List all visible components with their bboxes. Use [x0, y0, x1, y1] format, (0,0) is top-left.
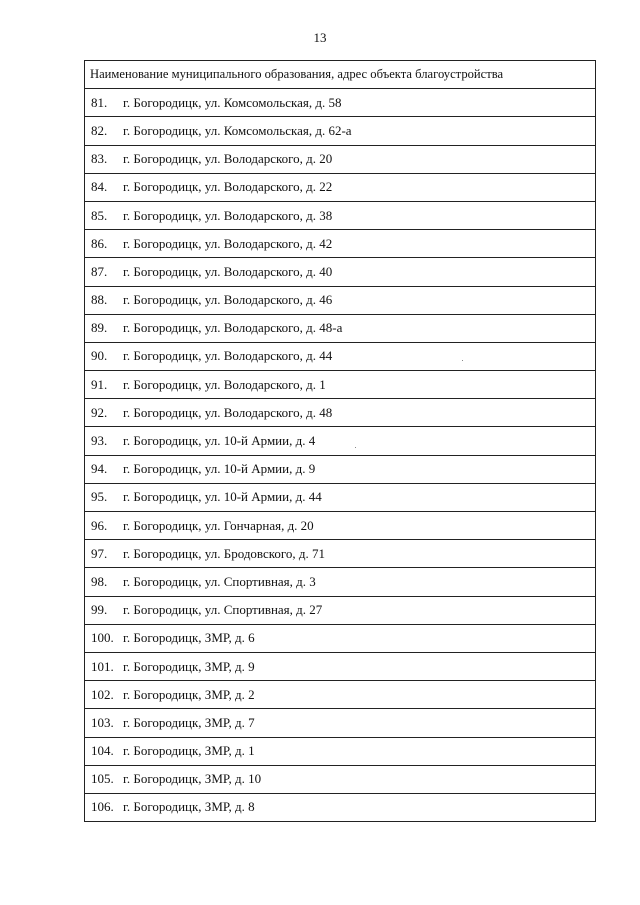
table-row — [85, 624, 596, 652]
table-row — [85, 540, 596, 568]
table-row — [85, 230, 596, 258]
row-number: 92. — [91, 404, 108, 420]
address-cell — [85, 596, 596, 624]
row-number: 87. — [91, 263, 108, 279]
row-number: 86. — [91, 235, 108, 251]
row-address: г. Богородицк, ЗМР, д. 8 — [123, 799, 255, 815]
address-cell — [85, 483, 596, 511]
row-address: г. Богородицк, ЗМР, д. 6 — [123, 630, 255, 646]
row-address: г. Богородицк, ЗМР, д. 2 — [123, 686, 255, 702]
address-cell — [85, 568, 596, 596]
row-address: г. Богородицк, ЗМР, д. 1 — [123, 743, 255, 759]
page-number: 13 — [313, 30, 327, 45]
row-address: г. Богородицк, ул. Володарского, д. 46 — [123, 292, 333, 308]
row-address: г. Богородицк, ул. Володарского, д. 48-а — [123, 320, 343, 336]
row-number: 96. — [91, 517, 108, 533]
table-row — [85, 765, 596, 793]
address-table — [84, 60, 596, 822]
row-number: 81. — [91, 94, 108, 110]
address-cell — [85, 117, 596, 145]
table-row — [85, 145, 596, 173]
table-row — [85, 89, 596, 117]
address-cell — [85, 681, 596, 709]
row-address: г. Богородицк, ул. Гончарная, д. 20 — [123, 517, 314, 533]
address-cell — [85, 201, 596, 229]
table-row — [85, 117, 596, 145]
row-address: г. Богородицк, ЗМР, д. 7 — [123, 714, 255, 730]
address-cell — [85, 737, 596, 765]
row-number: 91. — [91, 376, 108, 392]
address-cell — [85, 89, 596, 117]
table-row — [85, 258, 596, 286]
table-row — [85, 681, 596, 709]
row-number: 106. — [91, 799, 114, 815]
table-row — [85, 455, 596, 483]
row-address: г. Богородицк, ул. Володарского, д. 1 — [123, 376, 326, 392]
table-row — [85, 652, 596, 680]
row-address: г. Богородицк, ул. Володарского, д. 38 — [123, 207, 333, 223]
row-address: г. Богородицк, ул. 10-й Армии, д. 9 — [123, 461, 316, 477]
address-cell — [85, 512, 596, 540]
row-address: г. Богородицк, ул. Володарского, д. 44 — [123, 348, 333, 364]
row-number: 89. — [91, 320, 108, 336]
row-number: 88. — [91, 292, 108, 308]
address-cell — [85, 371, 596, 399]
row-address: г. Богородицк, ЗМР, д. 10 — [123, 771, 262, 787]
row-number: 97. — [91, 545, 108, 561]
address-cell — [85, 145, 596, 173]
table-row — [85, 596, 596, 624]
address-cell — [85, 173, 596, 201]
row-number: 100. — [91, 630, 114, 646]
row-number: 94. — [91, 461, 108, 477]
row-address: г. Богородицк, ул. Володарского, д. 42 — [123, 235, 333, 251]
address-cell — [85, 427, 596, 455]
address-cell — [85, 258, 596, 286]
table-header-cell: Наименование муниципального образования, адрес объекта благоустройства — [85, 61, 596, 89]
row-number: 90. — [91, 348, 108, 364]
row-address: г. Богородицк, ул. Комсомольская, д. 58 — [123, 94, 342, 110]
row-number: 83. — [91, 151, 108, 167]
table-row — [85, 173, 596, 201]
row-address: г. Богородицк, ул. 10-й Армии, д. 4 — [123, 433, 316, 449]
row-number: 84. — [91, 179, 108, 195]
row-number: 93. — [91, 433, 108, 449]
row-number: 85. — [91, 207, 108, 223]
table-row — [85, 737, 596, 765]
table-body — [85, 89, 596, 822]
row-address: г. Богородицк, ул. Комсомольская, д. 62-а — [123, 122, 352, 138]
row-address: г. Богородицк, ул. Володарского, д. 40 — [123, 263, 333, 279]
row-address: г. Богородицк, ул. Володарского, д. 20 — [123, 151, 333, 167]
row-number: 103. — [91, 714, 114, 730]
table-row — [85, 371, 596, 399]
table-row — [85, 286, 596, 314]
table-row — [85, 342, 596, 370]
table-row — [85, 568, 596, 596]
address-cell — [85, 709, 596, 737]
row-number: 102. — [91, 686, 114, 702]
row-number: 101. — [91, 658, 114, 674]
table-row — [85, 793, 596, 821]
address-cell — [85, 540, 596, 568]
address-cell — [85, 342, 596, 370]
table-row — [85, 201, 596, 229]
address-cell — [85, 765, 596, 793]
row-number: 105. — [91, 771, 114, 787]
row-address: г. Богородицк, ул. 10-й Армии, д. 44 — [123, 489, 322, 505]
row-address: г. Богородицк, ул. Володарского, д. 48 — [123, 404, 333, 420]
row-address: г. Богородицк, ул. Бродовского, д. 71 — [123, 545, 326, 561]
address-cell — [85, 230, 596, 258]
row-address: г. Богородицк, ЗМР, д. 9 — [123, 658, 255, 674]
row-number: 99. — [91, 602, 108, 618]
row-number: 104. — [91, 743, 114, 759]
table-row — [85, 512, 596, 540]
row-number: 98. — [91, 573, 108, 589]
row-address: г. Богородицк, ул. Володарского, д. 22 — [123, 179, 333, 195]
scan-speck — [355, 447, 356, 448]
row-number: 95. — [91, 489, 108, 505]
table-row — [85, 314, 596, 342]
scan-speck — [462, 360, 463, 361]
address-cell — [85, 624, 596, 652]
address-cell — [85, 286, 596, 314]
address-cell — [85, 793, 596, 821]
table-row — [85, 427, 596, 455]
address-cell — [85, 455, 596, 483]
table-header-row — [85, 61, 596, 89]
table-row — [85, 399, 596, 427]
address-cell — [85, 652, 596, 680]
table-row — [85, 483, 596, 511]
address-cell — [85, 399, 596, 427]
address-cell — [85, 314, 596, 342]
row-address: г. Богородицк, ул. Спортивная, д. 3 — [123, 573, 316, 589]
table-row — [85, 709, 596, 737]
row-address: г. Богородицк, ул. Спортивная, д. 27 — [123, 602, 323, 618]
row-number: 82. — [91, 122, 108, 138]
